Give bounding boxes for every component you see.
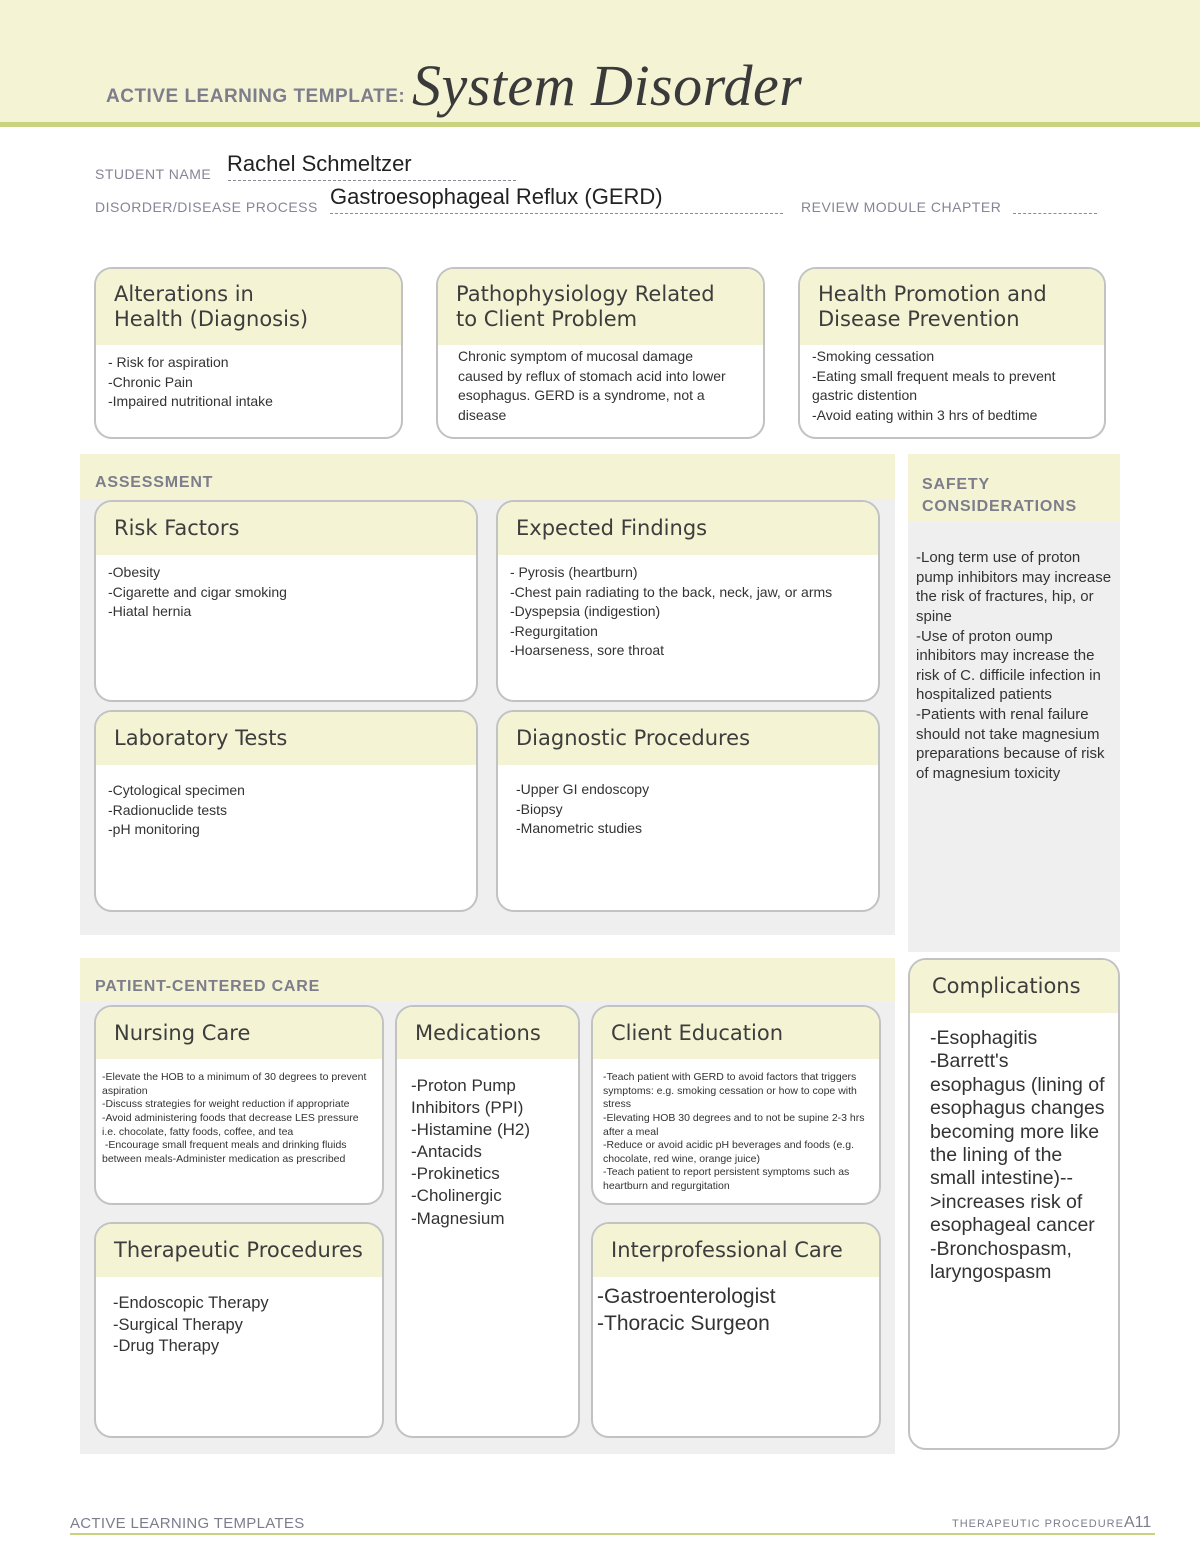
list-item: -Teach patient to report persistent symptoms such as heartburn and regurgitation <box>603 1166 853 1193</box>
expected-findings-header <box>498 502 878 555</box>
template-title: System Disorder <box>412 53 803 118</box>
footer-rule <box>70 1533 1155 1535</box>
interprofessional-care-body <box>593 1277 879 1346</box>
nursing-care-title: Nursing Care <box>114 1020 251 1045</box>
interprofessional-care-title: Interprofessional Care <box>611 1238 843 1263</box>
list-item: -Chest pain radiating to the back, neck, jaw, or arms <box>510 583 833 600</box>
health-promotion-header <box>800 269 1104 345</box>
list-item: -Biopsy <box>516 800 563 817</box>
list-item: -Encourage small frequent meals and drinking fluids between meals-Administer medication as prescribed <box>102 1139 350 1165</box>
laboratory-tests-title: Laboratory Tests <box>114 726 288 751</box>
alterations-box <box>94 267 403 439</box>
risk-factors-box <box>94 500 478 702</box>
list-item: -Teach patient with GERD to avoid factors that triggers symptoms: e.g. smoking cessation or how to cope with stress <box>603 1071 860 1111</box>
disorder-line <box>330 213 783 214</box>
expected-findings-box <box>496 500 880 702</box>
list-item: -Eating small frequent meals to prevent gastric distention <box>812 367 1060 404</box>
review-module-label: REVIEW MODULE CHAPTER <box>801 199 1002 215</box>
client-education-body <box>593 1059 879 1202</box>
list-item: -Cholinergic <box>411 1186 502 1206</box>
medications-body <box>397 1059 578 1238</box>
safety-text <box>916 548 1112 784</box>
template-label: ACTIVE LEARNING TEMPLATE: <box>106 86 406 107</box>
list-item: -Cytological specimen <box>108 782 245 798</box>
pathophysiology-title-line1: Pathophysiology Related <box>456 282 715 307</box>
list-item: -Histamine (H2) <box>411 1120 531 1140</box>
list-item: -Dyspepsia (indigestion) <box>510 603 661 620</box>
health-promotion-title-line1: Health Promotion and <box>818 282 1047 307</box>
list-item: -Endoscopic Therapy <box>113 1294 269 1312</box>
diagnostic-procedures-body <box>498 765 878 847</box>
list-item: -Regurgitation <box>510 622 598 639</box>
laboratory-tests-body <box>96 765 476 848</box>
expected-findings-body <box>498 555 878 669</box>
list-item: -Avoid administering foods that decrease LES pressure i.e. chocolate, fatty foods, coffee, and tea <box>102 1111 362 1138</box>
therapeutic-procedures-header <box>96 1224 382 1277</box>
list-item: -Drug Therapy <box>113 1337 220 1356</box>
laboratory-tests-box <box>94 710 478 912</box>
student-name-label: STUDENT NAME <box>95 166 212 182</box>
alterations-title-line1: Alterations in <box>114 282 254 307</box>
nursing-care-box <box>94 1005 384 1205</box>
complications-box <box>908 958 1120 1450</box>
list-item: - Pyrosis (heartburn) <box>510 564 638 580</box>
footer-page-number: A11 <box>1124 1514 1152 1531</box>
health-promotion-title-line2: Disease Prevention <box>818 307 1020 331</box>
list-item: -Chronic Pain <box>108 373 193 390</box>
list-item: -Discuss strategies for weight reduction if appropriate <box>102 1098 350 1111</box>
list-item: -Smoking cessation <box>812 348 935 364</box>
pathophysiology-title-line2: to Client Problem <box>456 307 638 331</box>
list-item: -Antacids <box>411 1142 482 1162</box>
list-item: -Prokinetics <box>411 1164 500 1184</box>
client-education-title: Client Education <box>611 1020 784 1045</box>
pathophysiology-text: Chronic symptom of mucosal damage caused by reflux of stomach acid into lower esophagus. GERD is a syndrome, not a disease <box>458 348 730 423</box>
complications-body <box>910 1013 1118 1292</box>
student-name-value[interactable]: Rachel Schmeltzer <box>227 151 412 176</box>
list-item: -pH monitoring <box>108 821 200 838</box>
expected-findings-title: Expected Findings <box>516 516 708 541</box>
health-promotion-body <box>800 345 1104 433</box>
list-item: -Reduce or avoid acidic pH beverages and foods (e.g. chocolate, red wine, orange juice) <box>603 1139 857 1165</box>
disorder-value[interactable]: Gastroesophageal Reflux (GERD) <box>330 184 663 209</box>
therapeutic-procedures-body <box>96 1277 382 1366</box>
list-item: -Magnesium <box>411 1208 505 1228</box>
review-module-line[interactable] <box>1013 213 1097 214</box>
list-item: -Gastroenterologist <box>597 1285 776 1308</box>
safety-label-line2: CONSIDERATIONS <box>922 498 1077 516</box>
list-item: -Elevate the HOB to a minimum of 30 degrees to prevent aspiration <box>102 1071 370 1097</box>
medications-header <box>397 1007 578 1059</box>
list-item: -Manometric studies <box>516 820 643 837</box>
therapeutic-procedures-title: Therapeutic Procedures <box>114 1238 363 1263</box>
alterations-title-line2: Health (Diagnosis) <box>114 307 309 331</box>
risk-factors-header <box>96 502 476 555</box>
safety-label <box>922 474 1077 519</box>
list-item: -Impaired nutritional intake <box>108 393 273 410</box>
pathophysiology-box <box>436 267 765 439</box>
diagnostic-procedures-title: Diagnostic Procedures <box>516 726 751 751</box>
list-item: -Patients with renal failure should not take magnesium preparations because of risk of magnesium toxicity <box>916 706 1105 783</box>
disorder-label: DISORDER/DISEASE PROCESS <box>95 199 318 215</box>
list-item: -Hoarseness, sore throat <box>510 642 665 659</box>
pathophysiology-body <box>438 345 763 433</box>
list-item: -Elevating HOB 30 degrees and to not be supine 2-3 hrs after a meal <box>603 1111 868 1138</box>
list-item: -Radionuclide tests <box>108 801 228 818</box>
footer-left: ACTIVE LEARNING TEMPLATES <box>70 1515 305 1532</box>
list-item: -Barrett's esophagus (lining of esophagus changes becoming more like the lining of the small intestine)-->increases risk of esophageal cancer <box>930 1050 1110 1237</box>
nursing-care-body <box>96 1059 382 1174</box>
pathophysiology-header <box>438 269 763 345</box>
list-item: -Long term use of proton pump inhibitors may increase the risk of fractures, hip, or spine <box>916 549 1112 625</box>
list-item: -Thoracic Surgeon <box>597 1312 770 1336</box>
interprofessional-care-box <box>591 1222 881 1438</box>
patient-centered-care-label: PATIENT-CENTERED CARE <box>95 978 321 995</box>
list-item: -Obesity <box>108 564 161 580</box>
diagnostic-procedures-header <box>498 712 878 765</box>
medications-title: Medications <box>415 1020 541 1045</box>
therapeutic-procedures-box <box>94 1222 384 1438</box>
list-item: -Avoid eating within 3 hrs of bedtime <box>812 406 1038 423</box>
health-promotion-box <box>798 267 1106 439</box>
list-item: -Upper GI endoscopy <box>516 781 650 797</box>
header-rule <box>0 122 1200 127</box>
list-item: -Proton Pump Inhibitors (PPI) <box>411 1076 524 1118</box>
diagnostic-procedures-box <box>496 710 880 912</box>
student-name-line <box>228 180 516 181</box>
list-item: -Bronchospasm, laryngospasm <box>930 1237 1078 1283</box>
assessment-label: ASSESSMENT <box>95 474 214 491</box>
client-education-header <box>593 1007 879 1059</box>
list-item: -Esophagitis <box>930 1027 1038 1049</box>
complications-title: Complications <box>932 974 1081 999</box>
alterations-body <box>96 345 401 420</box>
client-education-box <box>591 1005 881 1205</box>
complications-header <box>910 960 1118 1013</box>
medications-box <box>395 1005 580 1438</box>
list-item: -Hiatal hernia <box>108 603 192 620</box>
list-item: -Cigarette and cigar smoking <box>108 583 287 600</box>
list-item: -Surgical Therapy <box>113 1315 243 1334</box>
risk-factors-title: Risk Factors <box>114 516 240 541</box>
risk-factors-body <box>96 555 476 630</box>
safety-label-line1: SAFETY <box>922 476 990 493</box>
list-item: - Risk for aspiration <box>108 354 229 370</box>
alterations-header <box>96 269 401 345</box>
laboratory-tests-header <box>96 712 476 765</box>
list-item: -Use of proton oump inhibitors may increase the risk of C. difficile infection in hospitalized patients <box>916 627 1101 704</box>
nursing-care-header <box>96 1007 382 1059</box>
interprofessional-care-header <box>593 1224 879 1277</box>
footer-right: THERAPEUTIC PROCEDURE <box>952 1518 1124 1530</box>
